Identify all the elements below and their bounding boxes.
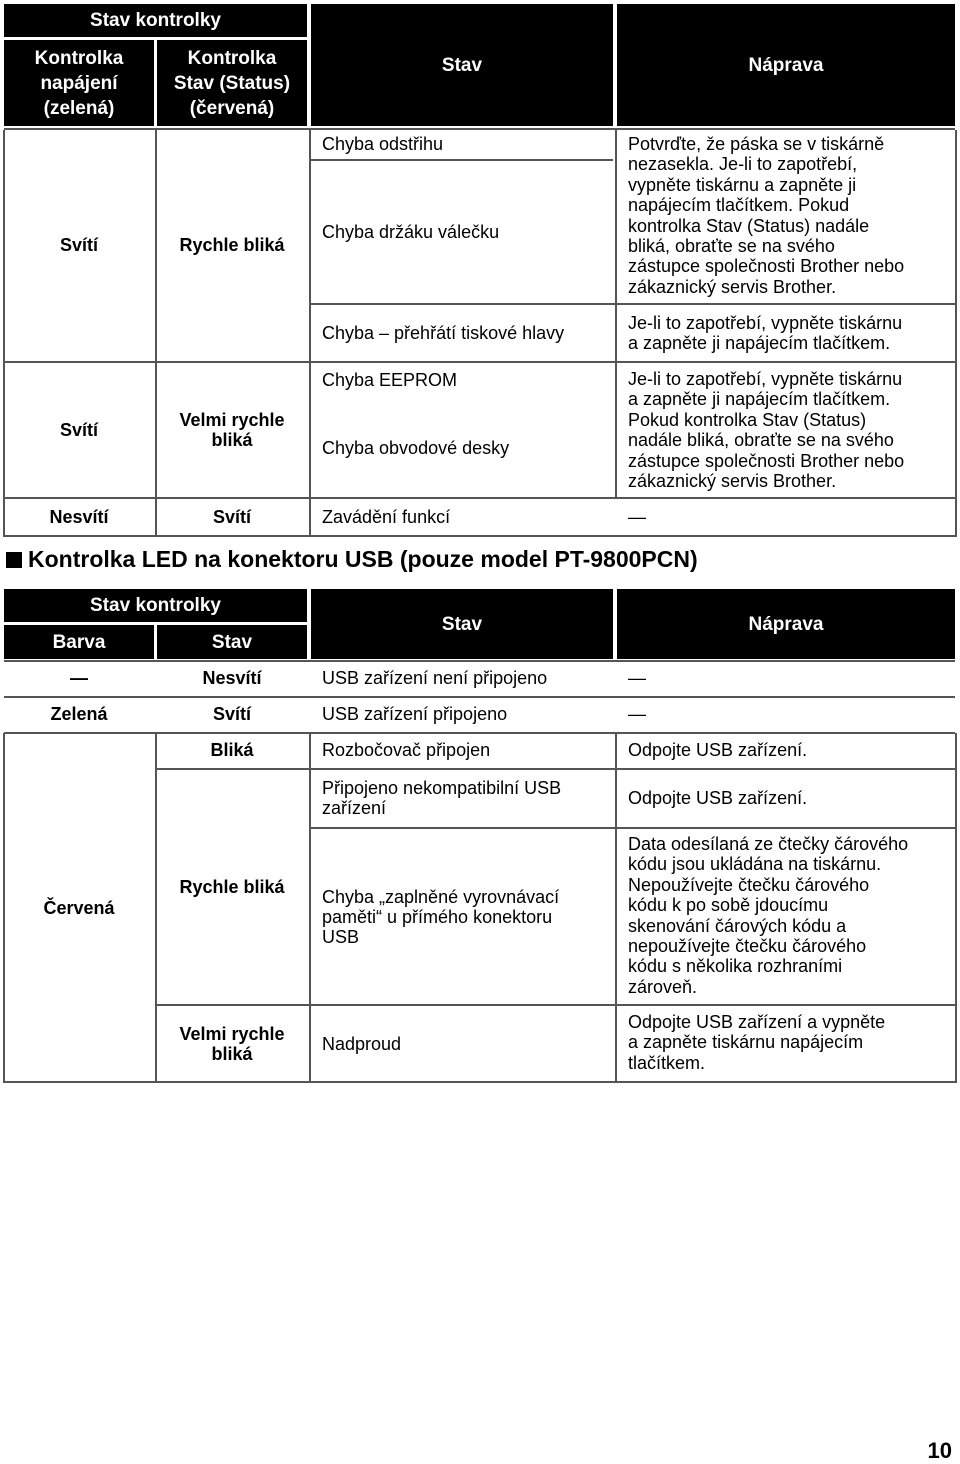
square-bullet-icon	[6, 552, 22, 568]
divider	[309, 130, 311, 535]
divider	[4, 535, 955, 537]
header-remedy: Náprava	[617, 589, 955, 659]
remedy-value: Odpojte USB zařízení.	[628, 740, 808, 760]
divider	[4, 128, 955, 130]
remedy-value: Odpojte USB zařízení a vypněte a zapněte tiskárnu napájecím tlačítkem.	[628, 1012, 886, 1073]
divider	[3, 733, 5, 1083]
power-led-value: Nesvítí	[49, 507, 109, 527]
led-state-value: Rychle bliká	[179, 877, 285, 897]
remedy-value: —	[628, 668, 646, 688]
divider	[4, 361, 955, 363]
header-color: Barva	[4, 625, 154, 659]
status-led-value: Rychle bliká	[179, 235, 285, 255]
divider	[615, 733, 617, 1081]
header-power-indicator: Kontrolka napájení (zelená)	[4, 40, 154, 126]
divider	[155, 733, 157, 1081]
header-state: Stav	[311, 589, 613, 659]
section-title	[6, 546, 698, 573]
state-value: USB zařízení připojeno	[322, 704, 508, 724]
remedy-value: Data odesílaná ze čtečky čárového kódu jsou ukládána na tiskárnu. Nepoužívejte čtečku čárového kódu k po sobě jdoucímu skenování čárových kódu a nepoužívejte čtečku čárového kódu s několika rozhraními zároveň.	[628, 834, 909, 997]
header-status-indicator: Kontrolka Stav (Status) (červená)	[157, 40, 307, 126]
remedy-none: —	[628, 507, 646, 527]
section-title-text: Kontrolka LED na konektoru USB (pouze model PT-9800PCN)	[28, 546, 698, 572]
state-value: USB zařízení není připojeno	[322, 668, 548, 688]
divider	[157, 1004, 955, 1006]
divider	[955, 130, 957, 537]
remedy-text: Potvrďte, že páska se v tiskárně nezasekla. Je-li to zapotřebí, vypněte tiskárnu a zapněte ji napájecím tlačítkem. Pokud kontrolka Stav (Status) nadále bliká, obraťte se na svého zástupce společnosti Brother nebo zákaznický servis Brother.	[628, 134, 905, 297]
divider	[4, 660, 955, 662]
divider	[311, 827, 955, 829]
header-led-state: Stav	[157, 625, 307, 659]
divider	[311, 159, 613, 161]
remedy-text: Je-li to zapotřebí, vypněte tiskárnu a zapněte ji napájecím tlačítkem. Pokud kontrolka Stav (Status) nadále bliká, obraťte se na svého zástupce společnosti Brother nebo zákaznický servis Brother.	[628, 369, 905, 492]
state-roller-holder-error: Chyba držáku válečku	[322, 222, 500, 242]
color-value: Zelená	[50, 704, 108, 724]
led-state-value: Svítí	[212, 704, 251, 724]
remedy-value: Odpojte USB zařízení.	[628, 788, 808, 808]
state-value: Rozbočovač připojen	[322, 740, 491, 760]
power-led-value: Svítí	[59, 235, 98, 255]
header-state: Stav	[311, 4, 613, 126]
led-state-value: Bliká	[210, 740, 254, 760]
page-number: 10	[927, 1438, 952, 1463]
state-board-error: Chyba obvodové desky	[322, 438, 510, 458]
divider	[311, 303, 955, 305]
status-led-value: Velmi rychle bliká	[179, 410, 285, 450]
remedy-value: —	[628, 704, 646, 724]
header-remedy: Náprava	[617, 4, 955, 126]
divider	[4, 696, 955, 698]
state-value: Nadproud	[322, 1033, 402, 1054]
color-value: Červená	[43, 897, 115, 918]
state-head-overheat: Chyba – přehřátí tiskové hlavy	[322, 323, 565, 343]
divider	[4, 497, 955, 499]
state-initializing: Zavádění funkcí	[322, 507, 451, 527]
state-value: Připojeno nekompatibilní USB zařízení	[322, 778, 562, 818]
power-led-value: Svítí	[59, 420, 98, 440]
header-group-indicator-state: Stav kontrolky	[4, 589, 307, 622]
led-state-value: Velmi rychle bliká	[179, 1023, 285, 1064]
remedy-text: Je-li to zapotřebí, vypněte tiskárnu a zapněte ji napájecím tlačítkem.	[628, 313, 903, 353]
led-state-value: Nesvítí	[202, 668, 262, 688]
state-eeprom-error: Chyba EEPROM	[322, 370, 458, 390]
state-cutter-error: Chyba odstřihu	[322, 134, 444, 154]
divider	[309, 733, 311, 1081]
divider	[155, 130, 157, 535]
state-value: Chyba „zaplněné vyrovnávací paměti“ u přímého konektoru USB	[322, 887, 560, 947]
divider	[157, 768, 955, 770]
divider	[4, 732, 955, 734]
divider	[3, 130, 5, 537]
color-value: —	[70, 668, 88, 688]
divider	[4, 1081, 955, 1083]
divider	[615, 130, 617, 497]
status-led-value: Svítí	[212, 507, 251, 527]
divider	[955, 733, 957, 1083]
header-group-indicator-state: Stav kontrolky	[4, 4, 307, 37]
